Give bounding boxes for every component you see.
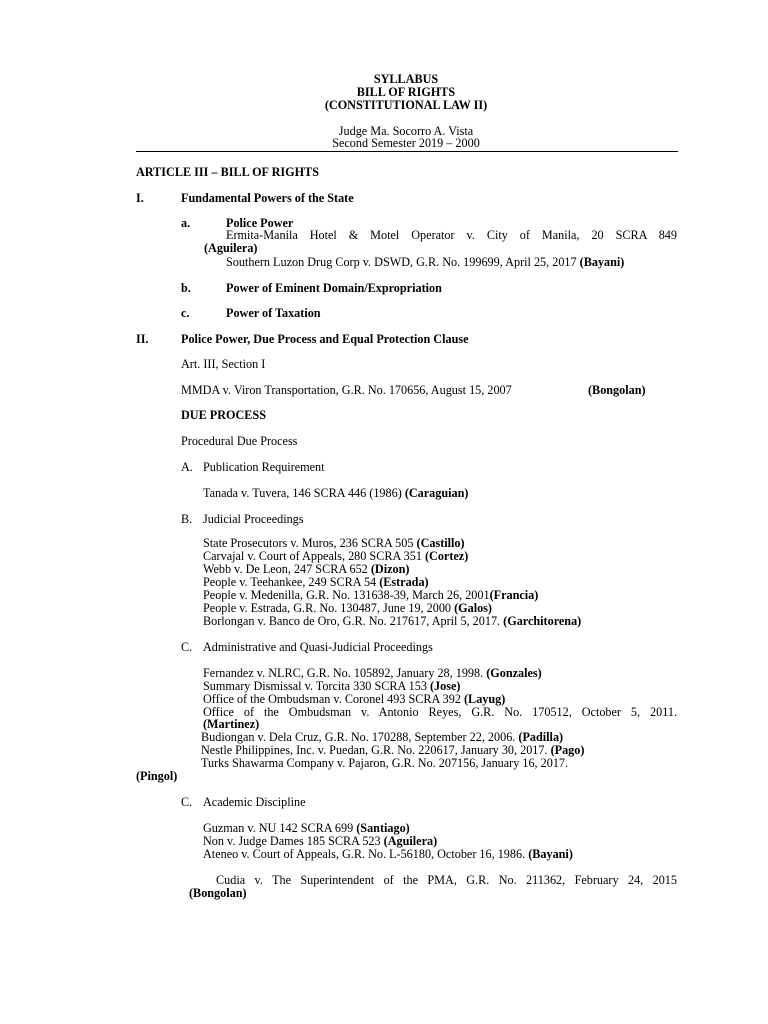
article-reference: Art. III, Section I (181, 357, 266, 371)
case-list-item: Summary Dismissal v. Torcita 330 SCRA 153 (Jose) (203, 679, 461, 693)
case-list-item: People v. Estrada, G.R. No. 130487, June 19, 2000 (Galos) (203, 601, 492, 615)
header-divider (136, 151, 678, 152)
procedural-due-process: Procedural Due Process (181, 434, 298, 448)
judge-name: Judge Ma. Socorro A. Vista (338, 124, 474, 138)
case-list-item: Borlongan v. Banco de Oro, G.R. No. 217617, April 5, 2017. (Garchitorena) (203, 614, 582, 628)
case-southern-luzon: Southern Luzon Drug Corp v. DSWD, G.R. No. 199699, April 25, 2017 (Bayani) (226, 255, 625, 269)
subsection-b-letter: B. (181, 512, 193, 526)
case-cudia-student: (Bongolan) (189, 886, 247, 900)
subsection-a-letter: A. (181, 460, 193, 474)
due-process-heading: DUE PROCESS (181, 408, 266, 422)
semester: Second Semester 2019 – 2000 (332, 136, 480, 150)
case-list-item: Carvajal v. Court of Appeals, 280 SCRA 351 (Cortez) (203, 549, 469, 563)
case-list-item: Guzman v. NU 142 SCRA 699 (Santiago) (203, 821, 410, 835)
case-list-item: State Prosecutors v. Muros, 236 SCRA 505 (Castillo) (203, 536, 465, 550)
subsection-c-letter: C. (181, 640, 193, 654)
case-list-item: Budiongan v. Dela Cruz, G.R. No. 170288, September 22, 2006. (Padilla) (201, 730, 564, 744)
article-heading: ARTICLE III – BILL OF RIGHTS (136, 165, 320, 179)
section-1-number: I. (136, 191, 144, 205)
subsection-c2-title: Academic Discipline (203, 795, 306, 809)
case-mmda: MMDA v. Viron Transportation, G.R. No. 170656, August 15, 2007 (181, 383, 512, 397)
case-list-item: Nestle Philippines, Inc. v. Puedan, G.R. No. 220617, January 30, 2017. (Pago) (201, 743, 585, 757)
item-a-letter: a. (181, 216, 191, 230)
section-2-number: II. (136, 332, 149, 346)
case-cudia: Cudia v. The Superintendent of the PMA, G.R. No. 211362, February 24, 2015 (216, 873, 677, 887)
subsection-c2-letter: C. (181, 795, 193, 809)
syllabus-subtitle: BILL OF RIGHTS (356, 85, 456, 99)
section-2-title: Police Power, Due Process and Equal Protection Clause (181, 332, 469, 346)
case-tanada: Tanada v. Tuvera, 146 SCRA 446 (1986) (Caraguian) (203, 486, 469, 500)
section-1-title: Fundamental Powers of the State (181, 191, 354, 205)
item-b-letter: b. (181, 281, 191, 295)
case-list-item: Non v. Judge Dames 185 SCRA 523 (Aguilera) (203, 834, 438, 848)
subsection-b-title: Judicial Proceedings (203, 512, 304, 526)
case-ombudsman-reyes: Office of the Ombudsman v. Antonio Reyes, G.R. No. 170512, October 5, 2011. (203, 705, 677, 719)
case-list-item: People v. Teehankee, 249 SCRA 54 (Estrada) (203, 575, 429, 589)
item-c-title: Power of Taxation (226, 306, 321, 320)
case-list-item: Fernandez v. NLRC, G.R. No. 105892, January 28, 1998. (Gonzales) (203, 666, 542, 680)
case-ermita: Ermita-Manila Hotel & Motel Operator v. City of Manila, 20 SCRA 849 (226, 228, 677, 242)
subsection-c-title: Administrative and Quasi-Judicial Proceedings (203, 640, 433, 654)
case-mmda-student: (Bongolan) (588, 383, 646, 397)
item-a-title: Police Power (226, 216, 294, 230)
syllabus-title: SYLLABUS (373, 72, 439, 86)
item-c-letter: c. (181, 306, 190, 320)
case-ermita-student: (Aguilera) (204, 241, 258, 255)
case-list-item: Webb v. De Leon, 247 SCRA 652 (Dizon) (203, 562, 410, 576)
item-b-title: Power of Eminent Domain/Expropriation (226, 281, 442, 295)
case-list-item: Office of the Ombudsman v. Coronel 493 SCRA 392 (Layug) (203, 692, 506, 706)
course-title: (CONSTITUTIONAL LAW II) (324, 98, 488, 112)
case-list-item: People v. Medenilla, G.R. No. 131638-39, March 26, 2001(Francia) (203, 588, 539, 602)
case-turks-student: (Pingol) (136, 769, 178, 783)
case-turks: Turks Shawarma Company v. Pajaron, G.R. No. 207156, January 16, 2017. (201, 756, 569, 770)
case-list-item: Ateneo v. Court of Appeals, G.R. No. L-56180, October 16, 1986. (Bayani) (203, 847, 573, 861)
case-ombudsman-reyes-student: (Martinez) (203, 717, 260, 731)
subsection-a-title: Publication Requirement (203, 460, 325, 474)
